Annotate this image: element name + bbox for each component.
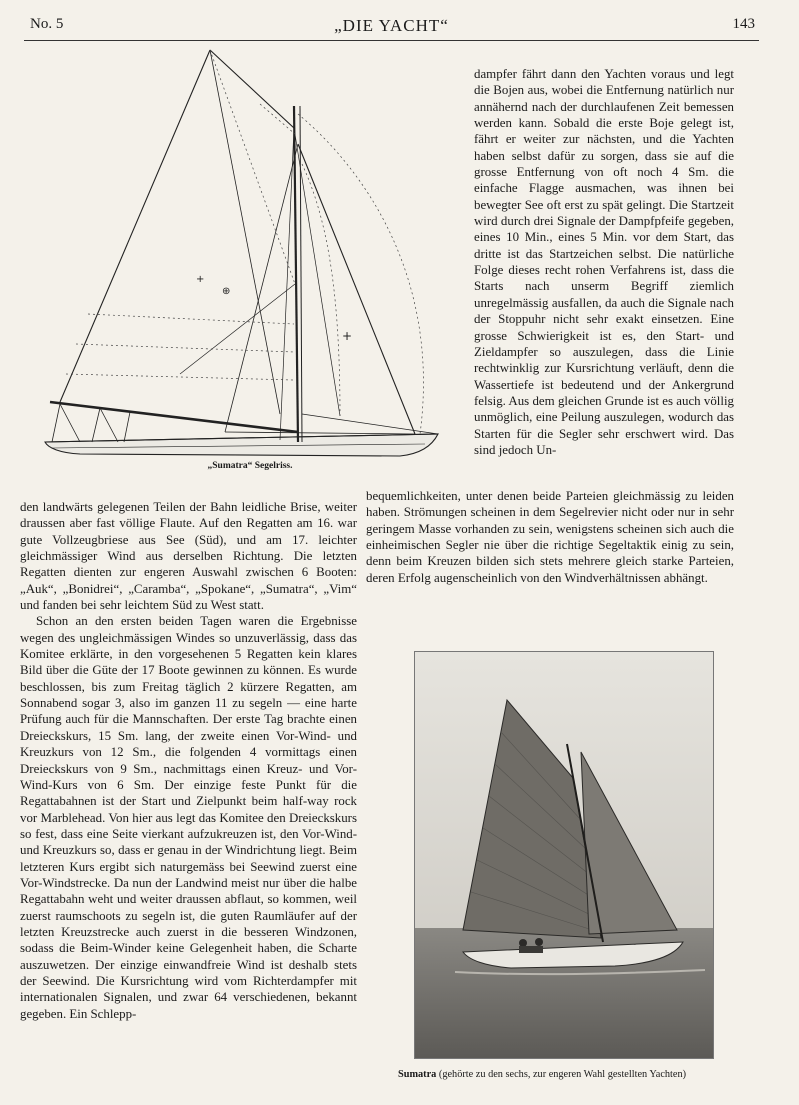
- svg-text:+: +: [196, 274, 205, 285]
- right-column-top-text: [474, 66, 734, 458]
- paragraph: dampfer fährt dann den Yachten voraus und legt die Bojen aus, wobei die Entfernung natürlich nur annähernd nach der durchlaufenen Zeit bemessen werden kann. Sobald die erste Boje gelegt ist, fährt er weiter zur nächsten, und die Yachten haben selbst dafür zu sorgen, dass sie auf die grosse Entfernung von oft noch 4 Sm. die einfache Flagge ausmachen, was ihnen bei bewegter See oft erst zu spät gelingt. Die Startzeit wird durch drei Signale der Dampfpfeife gegeben, eines 10 Min., eines 5 Min. vor dem Start, das dritte ist das Startzeichen selbst. Die natürliche Folge dieses recht rohen Verfahrens ist, dass die Starts nach unserm Begriff ziemlich unregelmässig ausfallen, da auch die Signale nach der Stoppuhr nicht sehr exakt einsetzen. Eine grosse Schwierigkeit ist es, den Start- und Zieldampfer so auszulegen, dass die Linie rechtwinklig zur Kursrichtung verläuft, denn die Wassertiefe ist bedeutend und der Ankergrund felsig. Aus dem gleichen Grunde ist es auch völlig unmöglich, eine Peilung auszulegen, wodurch das Starten für die Segler sehr erschwert wird. Das sind jedoch Un-: [474, 67, 734, 457]
- paragraph: bequemlichkeiten, unter denen beide Parteien gleichmässig zu leiden haben. Strömungen scheinen in dem Segelrevier nicht oder nur in sehr geringem Masse vorhanden zu sein, wenigstens scheinen sich auch die einheimischen Segler nie über die richtige Segeltaktik einig zu sein, denn beim Kreuzen bilden sich stets mehrere gleich starke Parteien, deren Erfolg augenscheinlich von den Windverhältnissen abhängt.: [366, 489, 734, 585]
- left-column-text: [20, 499, 357, 1022]
- paragraph: Schon an den ersten beiden Tagen waren die Ergebnisse wegen des ungleichmässigen Windes so unzuverlässig, dass das Komitee erklärte, in den vorgesehenen 5 Regatten kein klares Bild über die Güte der 17 Boote gewinnen zu können. Es wurde beschlossen, bis zum Freitag täglich 2 kürzere Regatten, am Sonnabend sogar 3, also im ganzen 11 zu segeln — eine harte Prüfung auch für die Mannschaften. Der erste Tag brachte einen Dreieckskurs, 15 Sm. lang, der zweite einen Vor-Wind- und Kreuzkurs von 12 Sm., die folgenden 4 vormittags einen Dreieckskurs von 9 Sm., nachmittags einen Kreuz- und Vor-Wind-Kurs von 6 Sm. Der einzige feste Punkt für die Regattabahnen ist der Start und Zielpunkt beim half-way rock vor Marblehead. Von hier aus legt das Komitee den Dreieckskurs so fest, dass eine Seite vierkant aufzukreuzen ist, den Vor-Wind- und Kreuzkurs so, dass er genau in der Windrichtung liegt. Beim letzteren Kurs ergibt sich naturgemäss bei Seewind zuerst eine Vor-Windstrecke. Da nun der Landwind meist nur über die halbe Regattabahn weht und weiter draussen abflaut, so kommen, weil zuerst raumschoots zu segeln ist, die guten Raumläufer auf der letzten Kreuzstrecke auch zuerst in die besseren Windzonen, sodass die Beim-Winder keine Gelegenheit haben, die Scharte auszuwetzen. Der einzige einwandfreie Wind ist deshalb stets der Seewind. Die Kursrichtung wird vom Richterdampfer mit internationalen Signalen, und zwar 64 verschiedenen, bekannt gegeben. Ein Schlepp-: [20, 614, 357, 1021]
- issue-number: No. 5: [30, 16, 64, 32]
- svg-text:⊕: ⊕: [222, 286, 231, 297]
- yacht-photo: [414, 651, 714, 1059]
- paragraph: den landwärts gelegenen Teilen der Bahn leidliche Brise, weiter draussen aber fast völlige Flaute. Auf den Regatten am 16. war gute Vollzeugbriese aus See (Süd), und am 17. leichter gleichmässiger Wind aus derselben Richtung. Die letzten Regatten dienten zur engeren Auswahl zwischen 6 Booten: „Auk“, „Bonidrei“, „Caramba“, „Spokane“, „Sumatra“, „Vim“ und fanden bei sehr leichtem Süd zu West statt.: [20, 500, 357, 613]
- caption-yacht-name: Sumatra: [398, 1069, 437, 1080]
- svg-text:+: +: [342, 329, 353, 343]
- sail-plan-drawing: [40, 44, 460, 460]
- yacht-photo-caption: [398, 1069, 738, 1080]
- magazine-title: „DIE YACHT“: [334, 16, 449, 35]
- page-header: [24, 14, 759, 41]
- sail-plan-caption: „Sumatra“ Segelriss.: [207, 461, 293, 471]
- right-column-bottom-text: [366, 488, 734, 586]
- caption-description: (gehörte zu den sechs, zur engeren Wahl gestellten Yachten): [438, 1069, 687, 1080]
- page-number: 143: [732, 16, 755, 32]
